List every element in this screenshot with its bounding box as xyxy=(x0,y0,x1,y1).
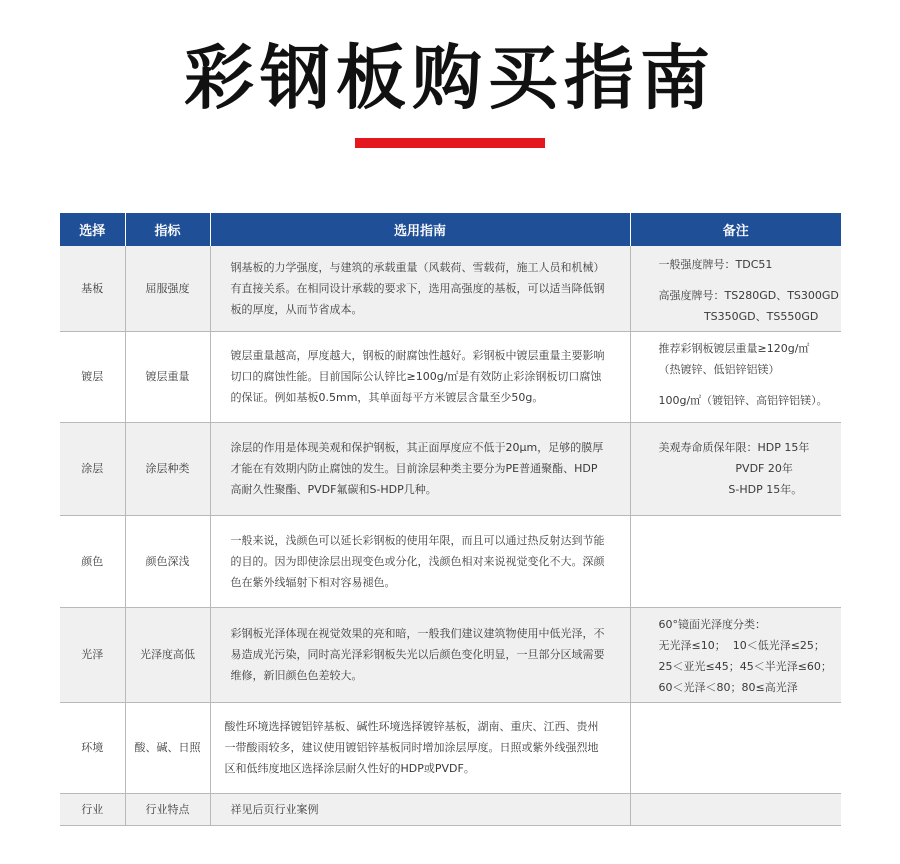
title-underline xyxy=(355,138,545,148)
cell-notes xyxy=(630,246,841,331)
cell-index: 行业特点 xyxy=(125,793,210,825)
cell-select: 涂层 xyxy=(60,422,125,515)
cell-select: 颜色 xyxy=(60,515,125,607)
table-row xyxy=(60,793,841,825)
header-select: 选择 xyxy=(60,213,125,246)
header-guide: 选用指南 xyxy=(210,213,630,246)
table-row xyxy=(60,246,841,331)
cell-notes xyxy=(630,422,841,515)
note-line: S-HDP 15年。 xyxy=(658,483,803,496)
note-line: 一般强度牌号：TDC51 xyxy=(658,258,773,271)
note-line: TS350GD、TS550GD xyxy=(658,310,819,323)
note-line: 25＜亚光≤45；45＜半光泽≤60； xyxy=(658,659,832,673)
cell-guide: 祥见后页行业案例 xyxy=(210,793,630,825)
page-title: 彩钢板购买指南 xyxy=(184,37,716,119)
cell-notes xyxy=(630,793,841,825)
table-row xyxy=(60,702,841,793)
note-line: 推荐彩钢板镀层重量≥120g/㎡ xyxy=(658,341,810,355)
cell-notes xyxy=(630,515,841,607)
note-spacer xyxy=(659,275,834,285)
table-row xyxy=(60,515,841,607)
cell-notes xyxy=(630,702,841,793)
header-index: 指标 xyxy=(125,213,210,246)
cell-select: 行业 xyxy=(60,793,125,825)
cell-guide: 镀层重量越高，厚度越大，钢板的耐腐蚀性越好。彩钢板中镀层重量主要影响切口的腐蚀性能。目前国际公认锌比≥100g/㎡是有效防止彩涂钢板切口腐蚀的保证。例如基板0.5mm，其单面每平方米镀层含量至少50g。 xyxy=(210,331,630,422)
note-line: 无光泽≤10； 10＜低光泽≤25； xyxy=(658,638,825,652)
cell-notes xyxy=(630,331,841,422)
cell-select: 光泽 xyxy=(60,607,125,702)
cell-guide: 酸性环境选择镀铝锌基板、碱性环境选择镀锌基板，湖南、重庆、江西、贵州一带酸雨较多，建议使用镀铝锌基板同时增加涂层厚度。日照或紫外线强烈地区和低纬度地区选择涂层耐久性好的HDP或PVDF。 xyxy=(210,702,630,793)
cell-select: 环境 xyxy=(60,702,125,793)
note-line: 100g/㎡（镀铝锌、高铝锌铝镁）。 xyxy=(658,393,828,407)
purchase-guide-table xyxy=(60,213,841,826)
note-line: 高强度牌号：TS280GD、TS300GD xyxy=(658,289,839,302)
note-spacer xyxy=(659,380,834,390)
cell-index: 屈服强度 xyxy=(125,246,210,331)
cell-notes xyxy=(630,607,841,702)
cell-select: 基板 xyxy=(60,246,125,331)
header-notes: 备注 xyxy=(630,213,841,246)
cell-select: 镀层 xyxy=(60,331,125,422)
table-row xyxy=(60,422,841,515)
cell-index: 酸、碱、日照 xyxy=(125,702,210,793)
cell-index: 光泽度高低 xyxy=(125,607,210,702)
note-line: PVDF 20年 xyxy=(658,462,793,475)
note-line: 60＜光泽＜80；80≤高光泽 xyxy=(658,680,798,694)
note-line: 60°镜面光泽度分类： xyxy=(658,617,766,631)
cell-guide: 一般来说，浅颜色可以延长彩钢板的使用年限，而且可以通过热反射达到节能的目的。因为即使涂层出现变色或分化，浅颜色相对来说视觉变化不大。深颜色在紫外线辐射下相对容易褪色。 xyxy=(210,515,630,607)
cell-guide: 涂层的作用是体现美观和保护钢板，其正面厚度应不低于20μm，足够的膜厚才能在有效期内防止腐蚀的发生。目前涂层种类主要分为PE普通聚酯、HDP高耐久性聚酯、PVDF氟碳和S-HDP几种。 xyxy=(210,422,630,515)
note-line: （热镀锌、低铝锌铝镁） xyxy=(658,362,780,376)
cell-index: 镀层重量 xyxy=(125,331,210,422)
cell-index: 涂层种类 xyxy=(125,422,210,515)
cell-guide: 彩钢板光泽体现在视觉效果的亮和暗，一般我们建议建筑物使用中低光泽，不易造成光污染，同时高光泽彩钢板失光以后颜色变化明显，一旦部分区域需要维修，新旧颜色色差较大。 xyxy=(210,607,630,702)
cell-index: 颜色深浅 xyxy=(125,515,210,607)
table-header-row xyxy=(60,213,841,246)
table-row xyxy=(60,607,841,702)
table-row xyxy=(60,331,841,422)
note-line: 美观寿命质保年限：HDP 15年 xyxy=(658,441,810,454)
cell-guide: 钢基板的力学强度，与建筑的承载重量（风载荷、雪载荷，施工人员和机械）有直接关系。在相同设计承载的要求下，选用高强度的基板，可以适当降低钢板的厚度，从而节省成本。 xyxy=(210,246,630,331)
